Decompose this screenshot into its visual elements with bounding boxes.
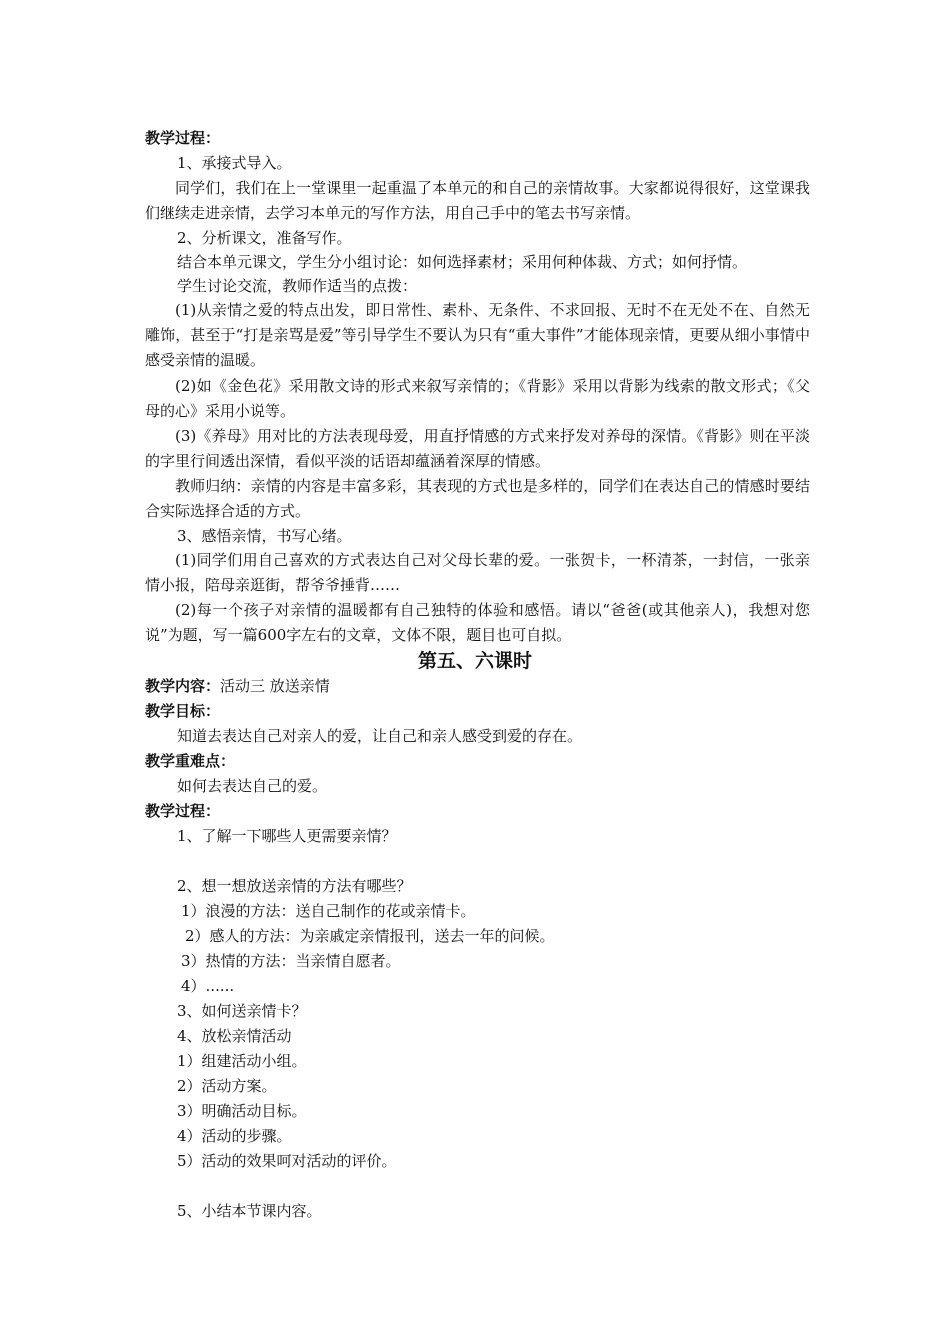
step-3: 3、感悟亲情，书写心绪。: [177, 527, 352, 545]
process-item-5: 5、小结本节课内容。: [177, 1202, 322, 1220]
teacher-summary: 教师归纳：亲情的内容是丰富多彩，其表现的方式也是多样的，同学们在表达自己的情感时要结合实际选择合适的方式。: [145, 477, 810, 520]
content-label: 教学内容：: [145, 677, 221, 695]
process-item-4: 4、放松亲情活动: [177, 1027, 292, 1045]
goal-label: 教学目标：: [145, 702, 221, 720]
process-item-1: 1、了解一下哪些人更需要亲情？: [177, 827, 397, 845]
method-2: 2）感人的方法：为亲戚定亲情报刊，送去一年的问候。: [185, 927, 555, 945]
writing-task-2: (2)每一个孩子对亲情的温暖都有自己独特的体验和感悟。请以“爸爸(或其他亲人)，我想对您说”为题，写一篇600字左右的文章，文体不限，题目也可自拟。: [145, 601, 810, 644]
writing-task-1: (1)同学们用自己喜欢的方式表达自己对父母长辈的爱。一张贺卡，一杯清茶，一封信，一张亲情小报，陪母亲逛街，帮爷爷捶背……: [145, 551, 810, 594]
method-1: 1）浪漫的方法：送自己制作的花或亲情卡。: [181, 902, 476, 920]
activity-5: 5）活动的效果呵对活动的评价。: [177, 1152, 397, 1170]
point-1: (1)从亲情之爱的特点出发，即日常性、素朴、无条件、不求回报、无时不在无处不在、自然无雕饰，甚至于“打是亲骂是爱”等引导学生不要认为只有“重大事件”才能体现亲情，更要从细小事情中感受亲情的温暖。: [145, 301, 810, 369]
goal-text: 知道去表达自己对亲人的爱，让自己和亲人感受到爱的存在。: [177, 727, 583, 745]
method-4: 4）......: [181, 977, 235, 995]
activity-4: 4）活动的步骤。: [177, 1127, 292, 1145]
key-label: 教学重难点：: [145, 752, 236, 770]
step-1: 1、承接式导入。: [177, 154, 292, 172]
lesson-title: 第五、六课时: [417, 650, 532, 672]
intro-paragraph: 同学们，我们在上一堂课里一起重温了本单元的和自己的亲情故事。大家都说得很好，这堂课我们继续走进亲情，去学习本单元的写作方法，用自己手中的笔去书写亲情。: [145, 179, 810, 222]
activity-2: 2）活动方案。: [177, 1077, 277, 1095]
key-text: 如何去表达自己的爱。: [177, 777, 328, 795]
activity-1: 1）组建活动小组。: [177, 1052, 307, 1070]
content-line: [145, 676, 330, 696]
process-label: 教学过程：: [145, 802, 221, 820]
process-item-2: 2、想一想放送亲情的方法有哪些？: [177, 877, 412, 895]
method-3: 3）热情的方法：当亲情自愿者。: [181, 952, 401, 970]
exchange-line: 学生讨论交流，教师作适当的点拨：: [177, 277, 418, 295]
point-3: (3)《养母》用对比的方法表现母爱，用直抒情感的方式来抒发对养母的深情。《背影》则在平淡的字里行间透出深情，看似平淡的话语却蕴涵着深厚的情感。: [145, 427, 810, 470]
step-2: 2、分析课文，准备写作。: [177, 229, 352, 247]
discussion-line: 结合本单元课文，学生分小组讨论：如何选择素材；采用何种体裁、方式；如何抒情。: [177, 253, 748, 271]
process-item-3: 3、如何送亲情卡？: [177, 1002, 307, 1020]
process-heading: 教学过程：: [145, 129, 221, 147]
point-2: (2)如《金色花》采用散文诗的形式来叙写亲情的；《背影》采用以背影为线索的散文形式；《父母的心》采用小说等。: [145, 377, 810, 420]
content-value: 活动三 放送亲情: [220, 677, 330, 695]
activity-3: 3）明确活动目标。: [177, 1102, 307, 1120]
